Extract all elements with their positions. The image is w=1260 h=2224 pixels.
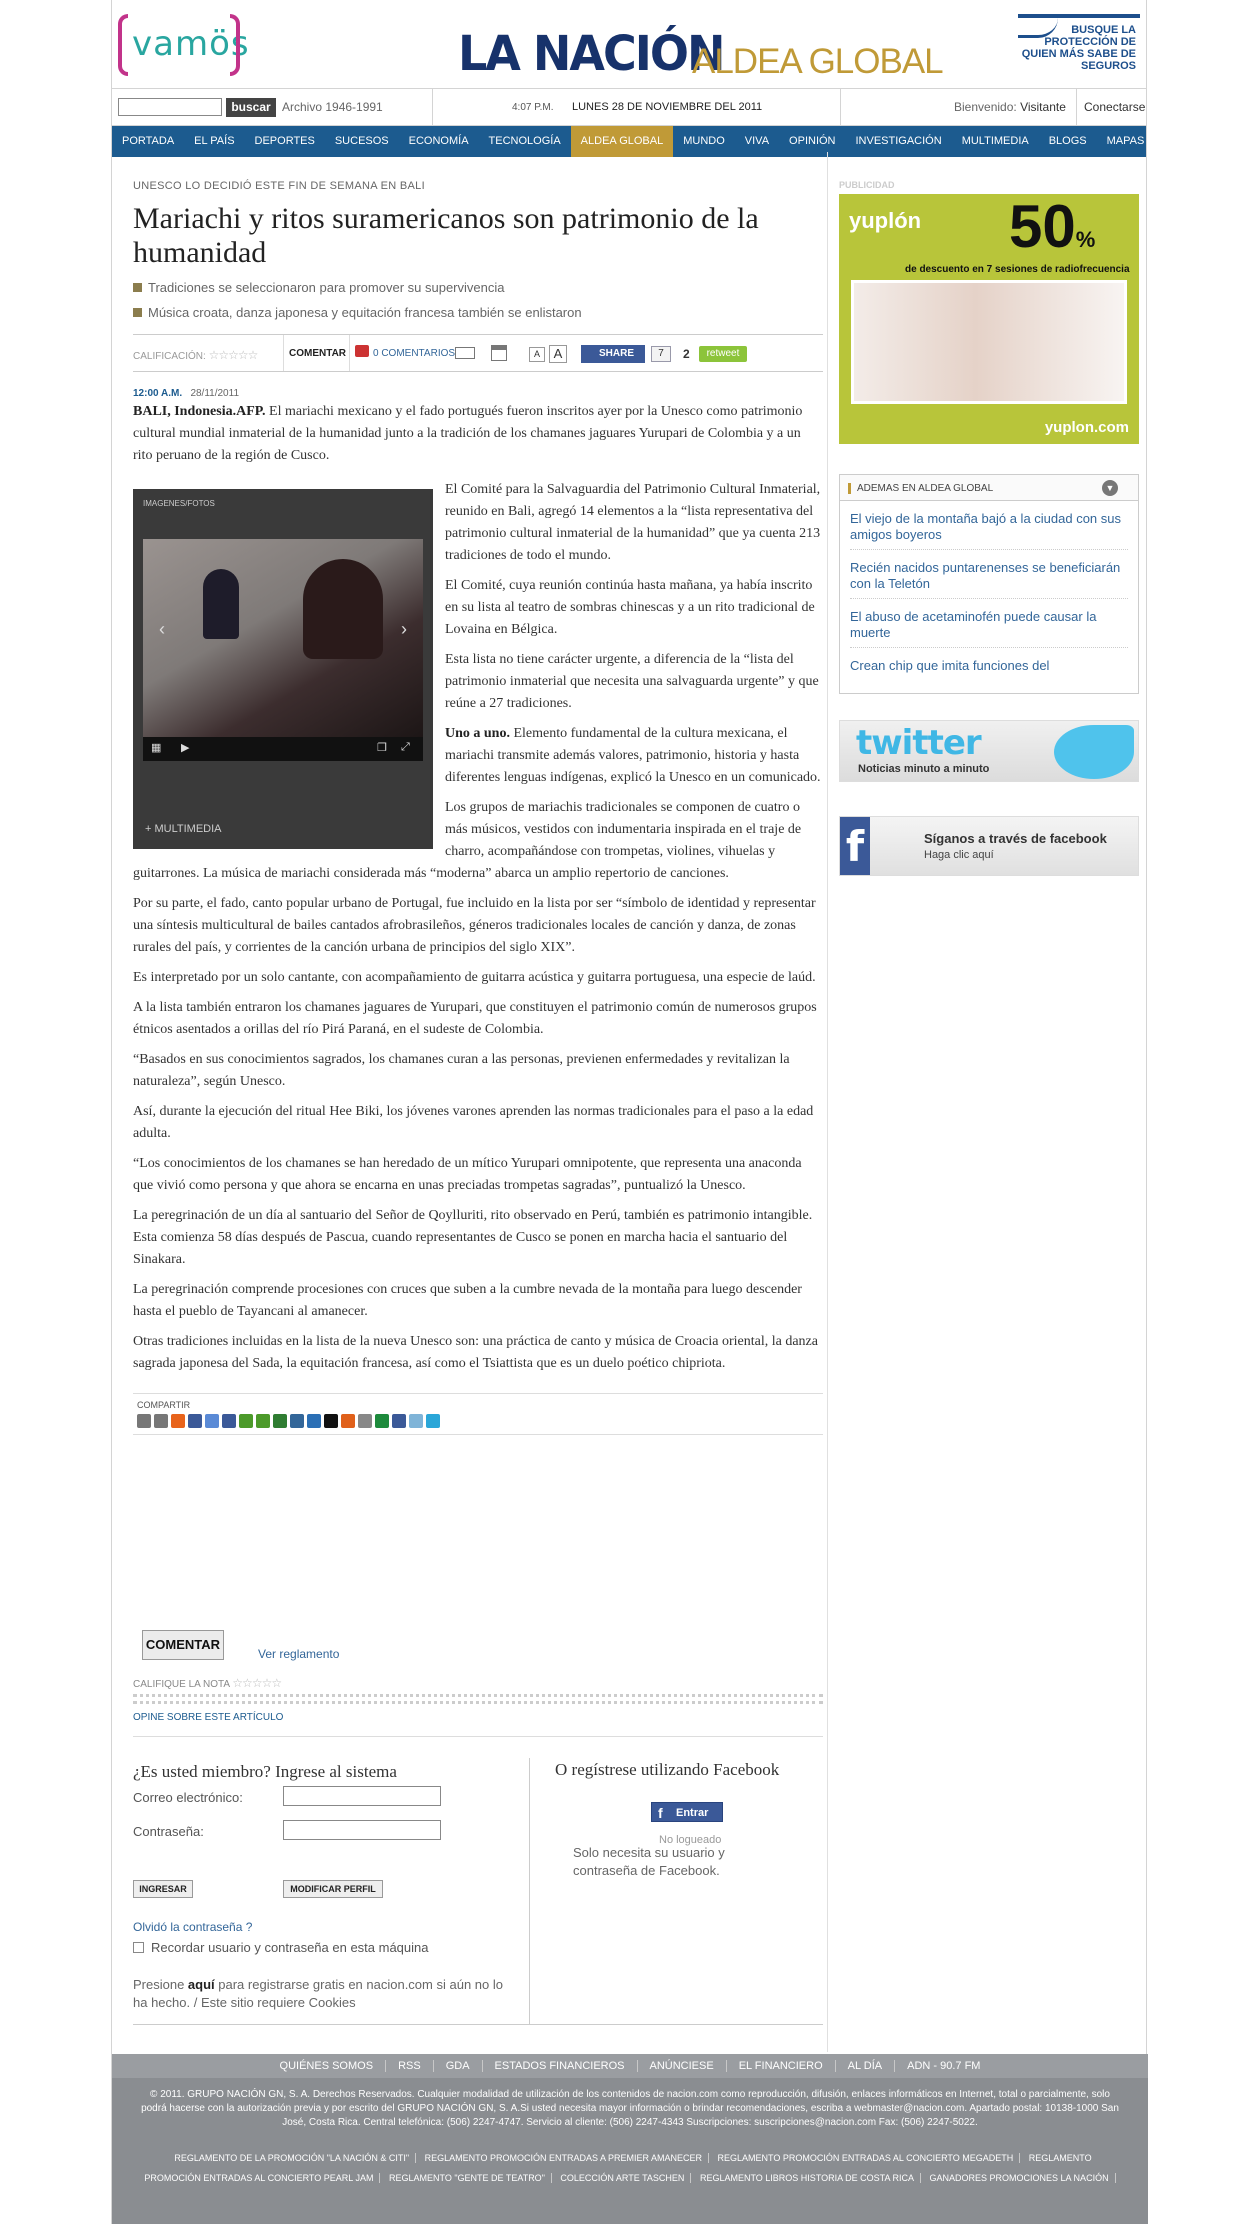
password-label: Contraseña: [133,1824,204,1839]
article-subhead: Tradiciones se seleccionaron para promover su supervivencia [133,280,823,295]
comment-button[interactable]: COMENTAR [142,1630,224,1660]
yuplon-ad[interactable] [839,194,1139,444]
footer-links [140,2148,1120,2188]
remember-checkbox[interactable] [133,1942,144,1953]
rating-stars[interactable]: ☆☆☆☆☆ [208,348,258,362]
register-text [133,1976,513,2012]
modify-profile-button[interactable]: MODIFICAR PERFIL [283,1880,383,1898]
nav-item[interactable]: MAPAS [1106,135,1145,147]
footer-reglamento-link[interactable]: REGLAMENTO PROMOCIÓN ENTRADAS A PREMIER AMANECER [419,2153,709,2163]
advertising-label: PUBLICIDAD [839,180,895,190]
rate-note [133,1676,281,1690]
retweet-count: 2 [683,347,690,361]
twitter-bird-icon [1054,725,1134,779]
nav-item[interactable]: PORTADA [122,135,175,147]
utility-divider [840,89,841,125]
facebook-login-title: O regístrese utilizando Facebook [555,1760,780,1779]
rating-label: CALIFICACIÓN: [133,351,206,362]
next-arrow-icon[interactable]: › [401,619,407,639]
search-button[interactable]: buscar [226,98,276,117]
window-icon[interactable]: ❐ [377,742,387,754]
footer-nav-link[interactable]: ANÚNCIESE [638,2060,727,2072]
share-label: COMPARTIR [137,1400,191,1410]
welcome-text [954,100,1066,114]
lead-text: El mariachi mexicano y el fado portugués fueron inscritos ayer por la Unesco como patrimonio cultural mundial inmaterial de la humanidad junto a la tradición de los chamanes jaguares Yurupari de Colombia y a un rito peruano de la región de Cusco. [133,404,803,463]
current-date: LUNES 28 DE NOVIEMBRE DEL 2011 [572,101,763,113]
footer-reglamento-link[interactable]: GANADORES PROMOCIONES LA NACIÓN [924,2173,1116,2183]
la-nacion-logo[interactable]: LA NACIÓN [458,24,724,82]
email-label: Correo electrónico: [133,1790,243,1805]
media-label: IMAGENES/FOTOS [143,499,215,508]
prev-arrow-icon[interactable]: ‹ [159,619,165,639]
footer-reglamento-link[interactable]: COLECCIÓN ARTE TASCHEN [554,2173,691,2183]
twitter-logo: twitter [856,723,981,763]
facebook-banner-title: Síganos a través de facebook [924,831,1107,846]
footer-reglamento-link[interactable]: REGLAMENTO LIBROS HISTORIA DE COSTA RICA [694,2173,921,2183]
welcome-label: Bienvenido: [954,100,1017,114]
nav-item[interactable]: INVESTIGACIÓN [855,135,942,147]
footer-copyright: © 2011. GRUPO NACIÓN GN, S. A. Derechos Reservados. Cualquier modalidad de utilización de los contenidos de nacion.com como reproducción, difusión, enlaces informáticos en Internet, total o parcialmente, solo podrá hacerse con la autorización previa y por escrito del GRUPO NACIÓN GN, S. A.Si usted necesita mayor información o brindar recomendaciones, escriba a webmaster@nacion.com. Apartado postal: 10138-1000 San José, Costa Rica. Central telefónica: (506) 2247-4747. Servicio al cliente: (506) 2247-4343 Suscripciones: suscripciones@nacion.com Fax: (506) 2247-5022. [141,2089,1119,2128]
archive-link[interactable]: Archivo 1946-1991 [282,100,383,114]
register-link[interactable]: aquí [187,1977,215,1992]
rate-note-stars[interactable]: ☆☆☆☆☆ [232,1676,282,1690]
yuplon-ad-photo [851,280,1127,404]
footer-nav-link[interactable]: RSS [386,2060,434,2072]
retweet-button[interactable]: retweet [699,346,747,362]
password-field[interactable] [283,1820,441,1840]
facebook-banner[interactable] [839,816,1139,876]
nav-item[interactable]: EL PAÍS [194,135,235,147]
seguros-ad-banner[interactable] [1018,14,1140,76]
nav-item[interactable]: VIDEO [1164,135,1199,147]
footer-nav-link[interactable]: QUIÉNES SOMOS [268,2060,387,2072]
register-pre: Presione [133,1977,188,1992]
login-divider [529,1758,530,2024]
footer [112,2054,1148,2224]
article-paragraph: Por su parte, el fado, canto popular urbano de Portugal, fue incluido en la lista por ser “símbolo de identidad y representar una síntesis multicultural de bailes cantados afrobrasileños, géneros tradicionales locales de canción y danza, de zonas rurales del país, y corrientes de la canción urbana de principios del siglo XIX”. [133,896,816,955]
yuplon-offer-text: de descuento en 7 sesiones de radiofrecuencia [905,264,1130,275]
font-decrease-button[interactable]: A [529,347,545,362]
article-paragraph: Es interpretado por un solo cantante, con acompañamiento de guitarra acústica y guitarra portuguesa, una especie de laúd. [133,970,816,985]
footer-reglamento-link[interactable]: REGLAMENTO DE LA PROMOCIÓN "LA NACIÓN & CITI" [168,2153,416,2163]
play-icon[interactable]: ▶ [181,742,190,754]
footer-nav-link[interactable]: GDA [434,2060,483,2072]
nav-item[interactable]: ALDEA GLOBAL [571,126,674,157]
multimedia-link[interactable]: + MULTIMEDIA [145,823,222,835]
footer-nav-link[interactable]: ESTADOS FINANCIEROS [483,2060,638,2072]
article-paragraph: Otras tradiciones incluidas en la lista de la nueva Unesco son: una práctica de canto y música de Croacia oriental, la danza sagrada japonesa del Sada, la equitación francesa, así como el Tsiattista que es un duelo poético chipriota. [133,1334,818,1371]
comment-tool-link[interactable]: COMENTAR [289,348,347,359]
article-paragraph: El Comité, cuya reunión continúa hasta mañana, ya había inscrito en su lista al teatro de sombras chinescas y a un rito tradicional de Lovaina en Bélgica. [445,578,815,637]
article-paragraph: El Comité para la Salvaguardia del Patrimonio Cultural Inmaterial, reunido en Bali, agregó 14 elementos a la “lista representativa del patrimonio cultural inmaterial de la humanidad” que ya cuenta 213 tradiciones de todo el mundo. [445,482,821,563]
article-date: 28/11/2011 [190,388,240,399]
vamos-bracket-left [118,14,128,76]
reglamento-link[interactable]: Ver reglamento [258,1647,340,1661]
yuplon-domain: yuplon.com [1044,419,1129,436]
login-box [133,1758,823,2024]
article-kicker: UNESCO LO DECIDIÓ ESTE FIN DE SEMANA EN BALI [133,180,425,192]
register-post: para registrarse gratis en nacion.com si aún no lo ha hecho. / Este sitio requiere Cookies [133,1977,503,2010]
opine-link[interactable]: OPINE SOBRE ESTE ARTÍCULO [133,1712,284,1723]
rating-bar [133,1694,823,1704]
article-paragraph: “Los conocimientos de los chamanes se han heredado de un mítico Yurupari omnipotente, que representa una anaconda que vivió como persona y que ahora se encarna en unas preciadas trompetas sagradas”, puntualizó la Unesco. [133,1156,802,1193]
facebook-icon: f [658,1805,663,1821]
nav-item[interactable]: VIVA [744,135,770,147]
article-paragraph: “Basados en sus conocimientos sagrados, los chamanes curan a las personas, previenen enfermedades y revitalizan la naturaleza”, según Unesco. [133,1052,790,1089]
related-news-link[interactable]: El viejo de la montaña bajó a la ciudad con sus amigos boyeros [850,511,1128,550]
connect-link[interactable]: Conectarse [1084,100,1146,114]
footer-nav-link[interactable]: EL FINANCIERO [727,2060,836,2072]
footer-reglamento-link[interactable]: REGLAMENTO "GENTE DE TEATRO" [383,2173,552,2183]
related-news-title: ADEMAS EN ALDEA GLOBAL [848,483,993,494]
article-paragraph: La peregrinación de un día al santuario del Señor de Qoylluriti, rito observado en Perú, también es patrimonio intangible. Esta comienza 58 días después de Pascua, cuando representantes de Cusco se ponen en marcha hacia el santuario del Sinakara. [133,1208,813,1267]
current-time: 4:07 P.M. [512,102,554,113]
section-divider [133,1736,823,1737]
related-news-link[interactable]: Recién nacidos puntarenenses se beneficiarán con la Teletón [850,560,1128,599]
utility-divider [1076,89,1077,125]
share-label: SHARE [599,348,635,359]
facebook-note: Solo necesita su usuario y contraseña de Facebook. [573,1845,725,1878]
related-news-box [839,474,1139,694]
yuplon-pct-value: 50 [1009,194,1076,260]
nav-item[interactable]: MUNDO [683,135,725,147]
vamos-logo-text: vamös [132,24,250,64]
twitter-banner[interactable] [839,720,1139,782]
grid-icon[interactable]: ▦ [151,742,162,754]
nav-item[interactable]: ECONOMÍA [408,135,469,147]
page-wrapper [111,0,1199,2224]
email-field[interactable] [283,1786,441,1806]
article-headline: Mariachi y ritos suramericanos son patrimonio de la humanidad [133,202,759,269]
facebook-status: No logueado [659,1834,722,1846]
section-lead: Uno a uno. [445,726,510,741]
facebook-login-label: Entrar [676,1807,709,1819]
footer-reglamento-link[interactable]: REGLAMENTO PROMOCIÓN ENTRADAS AL CONCIERTO PEARL JAM [144,2153,1092,2183]
chevron-down-icon[interactable]: ▼ [1102,480,1118,496]
footer-nav [112,2054,1148,2078]
facebook-logo-icon: f [840,817,870,875]
article-paragraph: Los grupos de mariachis tradicionales se componen de cuatro o más músicos, vestidos con indumentaria inspirada en el traje de charro, acompañándose con trompetas, violines, vihuelas y guitarrones. La música de mariachi considerada más “moderna” abarca un amplio repertorio de canciones. [133,800,802,881]
twitter-subtitle: Noticias minuto a minuto [858,763,990,775]
article-subhead: Música croata, danza japonesa y equitación francesa también se enlistaron [133,305,823,320]
remember-label: Recordar usuario y contraseña en esta máquina [151,1940,429,1955]
forgot-password-link[interactable]: Olvidó la contraseña ? [133,1920,253,1934]
sidebar [839,180,1139,876]
yuplon-discount [1009,194,1095,261]
related-news-link[interactable]: Crean chip que imita funciones del [850,658,1050,673]
nav-item[interactable]: DEPORTES [254,135,315,147]
visitor-name: Visitante [1020,100,1066,114]
article-paragraph: A la lista también entraron los chamanes jaguares de Yurupari, que constituyen el patrimonio común de numerosos grupos étnicos asentados a orillas del río Pirá Paraná, en el sudeste de Colombia. [133,1000,817,1037]
footer-nav-link[interactable]: ADN - 90.7 FM [907,2060,981,2072]
login-button[interactable]: INGRESAR [133,1880,193,1898]
share-count: 7 [651,346,671,362]
related-news-link[interactable]: El abuso de acetaminofén puede causar la muerte [850,609,1128,648]
section-text: Elemento fundamental de la cultura mexicana, el mariachi transmite además valores, patrimonio, historia y hasta diferentes lenguas indígenas, explicó la Unesco en un comunicado. [445,726,821,785]
article-paragraph: La peregrinación comprende procesiones con cruces que suben a la cumbre nevada de la montaña para luego descender hasta el pueblo de Tayancani al amanecer. [133,1282,802,1319]
footer-reglamento-link[interactable]: REGLAMENTO PROMOCIÓN ENTRADAS AL CONCIERTO MEGADETH [712,2153,1021,2163]
login-title: ¿Es usted miembro? Ingrese al sistema [133,1762,397,1781]
nav-item[interactable]: OPINIÓN [789,135,836,147]
nav-item[interactable]: BLOGS [1048,135,1087,147]
article-paragraph: Esta lista no tiene carácter urgente, a diferencia de la “lista del patrimonio inmaterial que necesita una salvaguarda urgente” y que reúne a 27 tradiciones. [445,652,819,711]
section-divider [133,2024,823,2025]
footer-nav-link[interactable]: AL DÍA [836,2060,895,2072]
comment-area [133,0,823,2054]
article-paragraph: Así, durante la ejecución del ritual Hee Biki, los jóvenes varones aprenden las normas tradicionales para el paso a la edad adulta. [133,1104,814,1141]
comments-count-link[interactable]: 0 COMENTARIOS [373,348,456,359]
article-time: 12:00 A.M. [133,388,183,399]
font-increase-button[interactable]: A [549,345,567,363]
section-logo[interactable]: ALDEA GLOBAL [692,42,943,81]
sidebar-divider [827,152,828,2052]
yuplon-logo: yuplón [849,208,922,233]
facebook-banner-subtitle: Haga clic aquí [924,849,994,861]
fullscreen-icon[interactable]: ⤢ [401,741,410,753]
rate-note-label: CALIFIQUE LA NOTA [133,1679,230,1690]
yuplon-pct-sign: % [1075,227,1096,252]
nav-item[interactable]: MULTIMEDIA [961,135,1029,147]
nav-item[interactable]: TECNOLOGÍA [488,135,561,147]
facebook-login-button[interactable] [651,1802,723,1822]
seguros-ad-text: BUSQUE LA PROTECCIÓN DE QUIEN MÁS SABE DE SEGUROS [1021,24,1136,72]
nav-item[interactable]: SUCESOS [334,135,389,147]
related-news-header [840,475,1138,501]
lead-place: BALI, Indonesia.AFP. [133,404,266,419]
